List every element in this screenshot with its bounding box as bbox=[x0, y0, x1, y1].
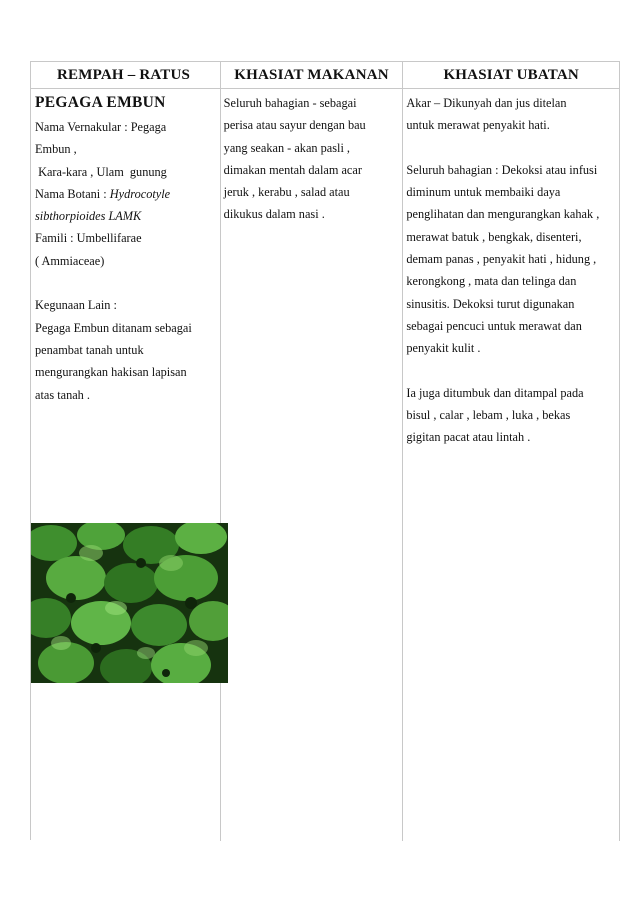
ubatan-p2-line-3: penglihatan dan mengurangkan kahak , bbox=[406, 207, 600, 222]
makanan-line-3: yang seakan - akan pasli , bbox=[223, 140, 351, 155]
makanan-line-4: dimakan mentah dalam acar bbox=[223, 162, 362, 177]
ubatan-p1-line-1: Akar – Dikunyah dan jus ditelan bbox=[406, 96, 567, 110]
pegaga-leaves-photo bbox=[31, 523, 228, 683]
kegunaan-title: Kegunaan Lain : bbox=[35, 298, 117, 313]
famili-line-1: Famili : Umbellifarae bbox=[35, 231, 142, 246]
ubatan-p2-line-2: diminum untuk membaiki daya bbox=[406, 185, 561, 200]
ubatan-p1-line-2: untuk merawat penyakit hati. bbox=[406, 118, 550, 133]
cell-rempah-ratus bbox=[31, 89, 221, 841]
ubatan-p3-line-3: gigitan pacat atau lintah . bbox=[406, 430, 531, 445]
ubatan-p2-line-4: merawat batuk , bengkak, disenteri, bbox=[406, 229, 582, 244]
vernacular-line-1: Nama Vernakular : Pegaga bbox=[35, 120, 167, 134]
cell-khasiat-makanan bbox=[221, 89, 404, 841]
table-header-row bbox=[31, 62, 620, 89]
botani-label: Nama Botani : bbox=[35, 186, 110, 201]
ubatan-p3-line-1: Ia juga ditumbuk dan ditampal pada bbox=[406, 385, 584, 400]
botani-line-1 bbox=[35, 183, 220, 205]
makanan-line-1: Seluruh bahagian - sebagai bbox=[223, 96, 357, 110]
ubatan-p2-line-8: sebagai pencuci untuk merawat dan bbox=[406, 318, 582, 333]
botani-name-2: sibthorpioides LAMK bbox=[35, 209, 142, 224]
kegunaan-line-3: mengurangkan hakisan lapisan bbox=[35, 365, 187, 380]
makanan-line-5: jeruk , kerabu , salad atau bbox=[223, 185, 350, 200]
ubatan-p2-line-9: penyakit kulit . bbox=[406, 341, 481, 356]
ubatan-p2-line-5: demam panas , penyakit hati , hidung , bbox=[406, 252, 597, 267]
herb-name: PEGAGA EMBUN bbox=[35, 94, 166, 111]
leaves-image bbox=[31, 523, 228, 683]
vernacular-line-2: Embun , bbox=[35, 142, 77, 157]
kegunaan-line-1: Pegaga Embun ditanam sebagai bbox=[35, 320, 192, 335]
ubatan-p3-line-2: bisul , calar , lebam , luka , bekas bbox=[406, 408, 571, 423]
makanan-line-2: perisa atau sayur dengan bau bbox=[223, 118, 366, 133]
kegunaan-line-2: penambat tanah untuk bbox=[35, 342, 144, 357]
header-khasiat-ubatan: KHASIAT UBATAN bbox=[403, 62, 620, 88]
header-khasiat-makanan: KHASIAT MAKANAN bbox=[221, 62, 404, 88]
ubatan-p2-line-1: Seluruh bahagian : Dekoksi atau infusi bbox=[406, 162, 598, 177]
table-body-row bbox=[31, 89, 620, 841]
cell-khasiat-ubatan bbox=[403, 89, 620, 841]
famili-line-2: ( Ammiaceae) bbox=[35, 253, 105, 268]
makanan-line-6: dikukus dalam nasi . bbox=[223, 207, 325, 222]
kegunaan-line-4: atas tanah . bbox=[35, 387, 90, 402]
herb-table bbox=[30, 61, 620, 840]
botani-name-1: Hydrocotyle bbox=[109, 186, 171, 201]
header-rempah-ratus: REMPAH – RATUS bbox=[31, 62, 221, 88]
ubatan-p2-line-6: kerongkong , mata dan telinga dan bbox=[406, 274, 577, 289]
botani-line-2 bbox=[35, 205, 220, 227]
ubatan-p2-line-7: sinusitis. Dekoksi turut digunakan bbox=[406, 296, 575, 311]
vernacular-line-3: Kara-kara , Ulam gunung bbox=[35, 164, 167, 179]
